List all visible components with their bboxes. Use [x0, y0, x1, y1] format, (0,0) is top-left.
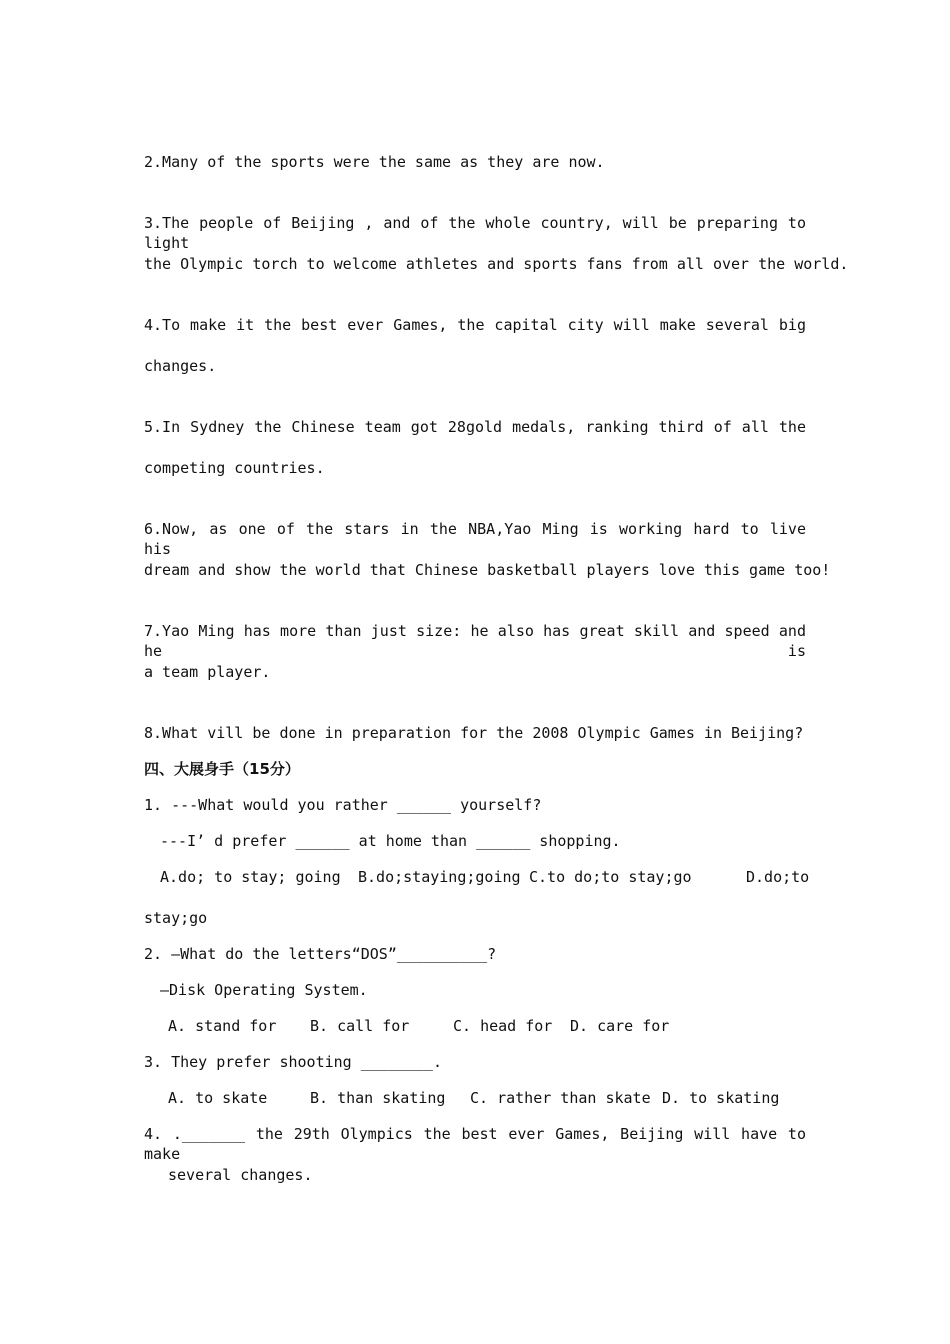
question-3-option-a: A. to skate: [168, 1089, 268, 1107]
sentence-8: 8.What vill be done in preparation for the 2008 Olympic Games in Beijing?: [144, 724, 804, 742]
question-1-option-d-cont: stay;go: [144, 909, 208, 927]
question-2-option-b: B. call for: [310, 1017, 410, 1035]
sentence-3-line-1: 3.The people of Beijing , and of the whole country, will be preparing to light: [144, 214, 806, 252]
sentence-7-line-2: a team player.: [144, 663, 271, 681]
question-2-answer-line: —Disk Operating System.: [160, 981, 368, 999]
sentence-2: 2.Many of the sports were the same as they are now.: [144, 153, 605, 171]
question-1-stem-2: ---I’ d prefer ______ at home than ______ shopping.: [160, 832, 621, 850]
question-3-option-d: D. to skating: [662, 1089, 780, 1107]
question-1-option-a: A.do; to stay; going: [160, 868, 341, 886]
sentence-7-line-1: 7.Yao Ming has more than just size: he also has great skill and speed and he is: [144, 622, 806, 660]
question-4-stem-line-1: 4. ._______ the 29th Olympics the best ever Games, Beijing will have to make: [144, 1125, 806, 1163]
question-1-option-d: D.do;to: [746, 868, 810, 886]
question-1-stem: 1. ---What would you rather ______ yourself?: [144, 796, 542, 814]
sentence-5-line-2: competing countries.: [144, 459, 325, 477]
question-3-stem: 3. They prefer shooting ________.: [144, 1053, 443, 1071]
question-2-stem: 2. —What do the letters“DOS”__________?: [144, 945, 497, 963]
sentence-5-line-1: 5.In Sydney the Chinese team got 28gold medals, ranking third of all the: [144, 418, 806, 436]
sentence-4-line-1: 4.To make it the best ever Games, the capital city will make several big: [144, 316, 806, 334]
sentence-6-line-1: 6.Now, as one of the stars in the NBA,Yao Ming is working hard to live his: [144, 520, 806, 558]
question-1-option-b: B.do;staying;going: [358, 868, 521, 886]
question-3-option-c: C. rather than skate: [470, 1089, 651, 1107]
question-2-option-a: A. stand for: [168, 1017, 277, 1035]
sentence-3-line-2: the Olympic torch to welcome athletes and sports fans from all over the world.: [144, 255, 849, 273]
sentence-6-line-2: dream and show the world that Chinese basketball players love this game too!: [144, 561, 831, 579]
question-4-stem-line-2: several changes.: [168, 1166, 313, 1184]
question-2-option-d: D. care for: [570, 1017, 670, 1035]
question-1-option-c: C.to do;to stay;go: [529, 868, 692, 886]
question-3-option-b: B. than skating: [310, 1089, 446, 1107]
sentence-4-line-2: changes.: [144, 357, 217, 375]
section-heading: 四、大展身手（15分）: [144, 760, 300, 778]
question-2-option-c: C. head for: [453, 1017, 553, 1035]
